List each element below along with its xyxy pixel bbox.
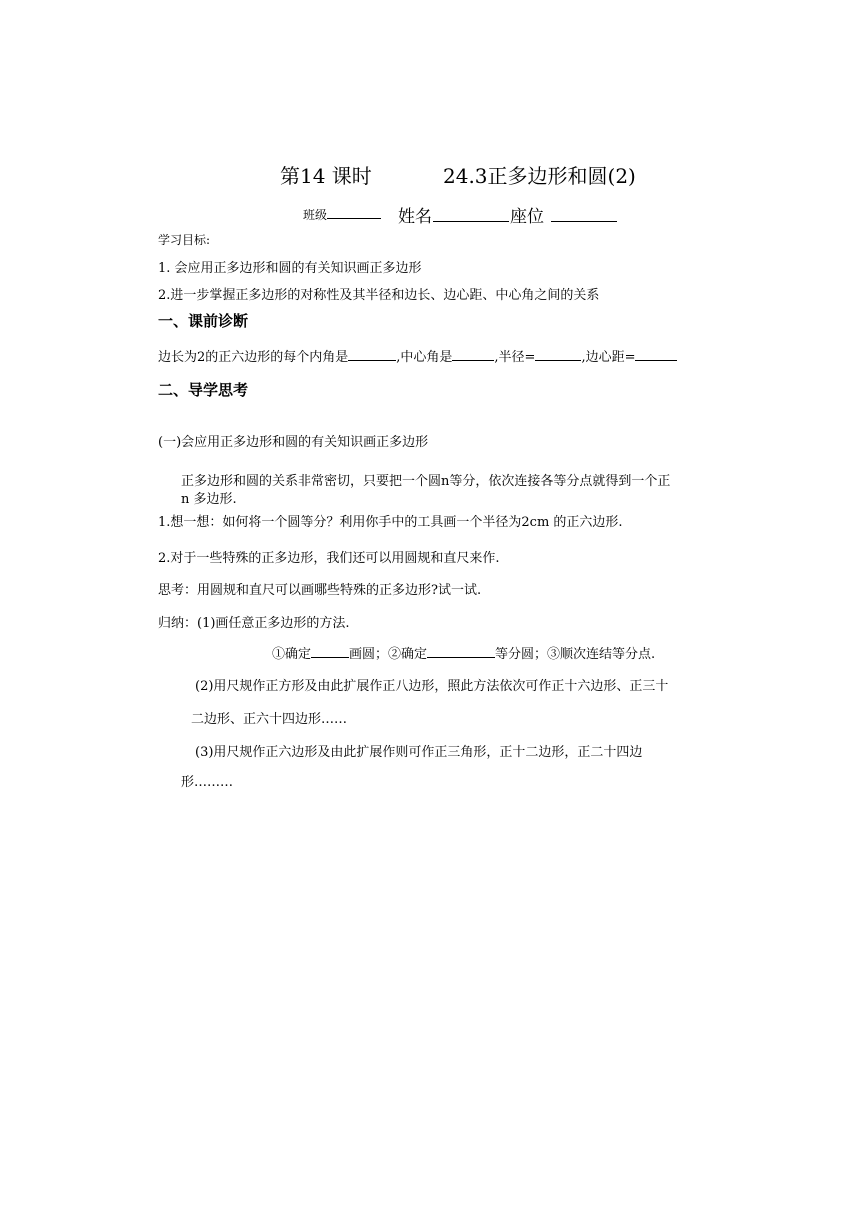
answer-blank bbox=[535, 347, 581, 361]
answer-blank bbox=[452, 347, 494, 361]
lesson-number: 第14 课时 bbox=[280, 164, 372, 188]
name-blank bbox=[433, 221, 509, 222]
answer-blank bbox=[427, 644, 495, 658]
paragraph-line: 二边形、正六十四边形…… bbox=[191, 712, 348, 727]
paragraph-line: (3)用尺规作正六边形及由此扩展作则可作正三角形，正十二边形，正二十四边 bbox=[195, 745, 643, 760]
question-text: ,中心角是 bbox=[396, 350, 453, 365]
name-label: 姓名 bbox=[398, 207, 432, 227]
question-text: 边长为2的正六边形的每个内角是 bbox=[158, 350, 349, 365]
objective-item: 1. 会应用正多边形和圆的有关知识画正多边形 bbox=[158, 261, 422, 276]
section-heading: 一、课前诊断 bbox=[158, 312, 249, 330]
answer-blank bbox=[348, 347, 396, 361]
paragraph-line: n 多边形. bbox=[181, 492, 237, 507]
step-text: 等分圆；③顺次连结等分点. bbox=[495, 647, 656, 662]
question-text: ,半径= bbox=[494, 350, 536, 365]
paragraph-line: 正多边形和圆的关系非常密切，只要把一个圆n等分，依次连接各等分点就得到一个正 bbox=[181, 474, 671, 489]
subsection-title: (一)会应用正多边形和圆的有关知识画正多边形 bbox=[158, 435, 429, 450]
section-heading: 二、导学思考 bbox=[158, 381, 249, 399]
question-item: 1.想一想：如何将一个圆等分？利用你手中的工具画一个半径为2cm 的正六边形. bbox=[158, 515, 623, 530]
objective-item: 2.进一步掌握正多边形的对称性及其半径和边长、边心距、中心角之间的关系 bbox=[158, 288, 600, 303]
paragraph-line: (2)用尺规作正方形及由此扩展作正八边形，照此方法依次可作正十六边形、正三十 bbox=[195, 679, 669, 694]
objectives-label: 学习目标: bbox=[158, 233, 211, 247]
summary-label: 归纳：(1)画任意正多边形的方法. bbox=[158, 616, 350, 631]
seat-label: 座位 bbox=[510, 207, 544, 227]
think-prompt: 思考：用圆规和直尺可以画哪些特殊的正多边形?试一试. bbox=[158, 583, 482, 598]
method-steps bbox=[272, 643, 655, 662]
class-blank bbox=[327, 218, 381, 219]
seat-blank bbox=[551, 221, 617, 222]
lesson-topic: 24.3正多边形和圆(2) bbox=[443, 164, 636, 188]
class-label: 班级 bbox=[303, 208, 328, 222]
question-item: 2.对于一些特殊的正多边形，我们还可以用圆规和直尺来作. bbox=[158, 551, 500, 566]
answer-blank bbox=[311, 644, 349, 658]
paragraph-line: 形……… bbox=[181, 775, 234, 790]
answer-blank bbox=[635, 347, 677, 361]
step-text: 画圆；②确定 bbox=[349, 647, 428, 662]
diagnostic-question bbox=[158, 346, 677, 365]
step-text: ①确定 bbox=[272, 647, 312, 662]
question-text: ,边心距= bbox=[581, 350, 636, 365]
